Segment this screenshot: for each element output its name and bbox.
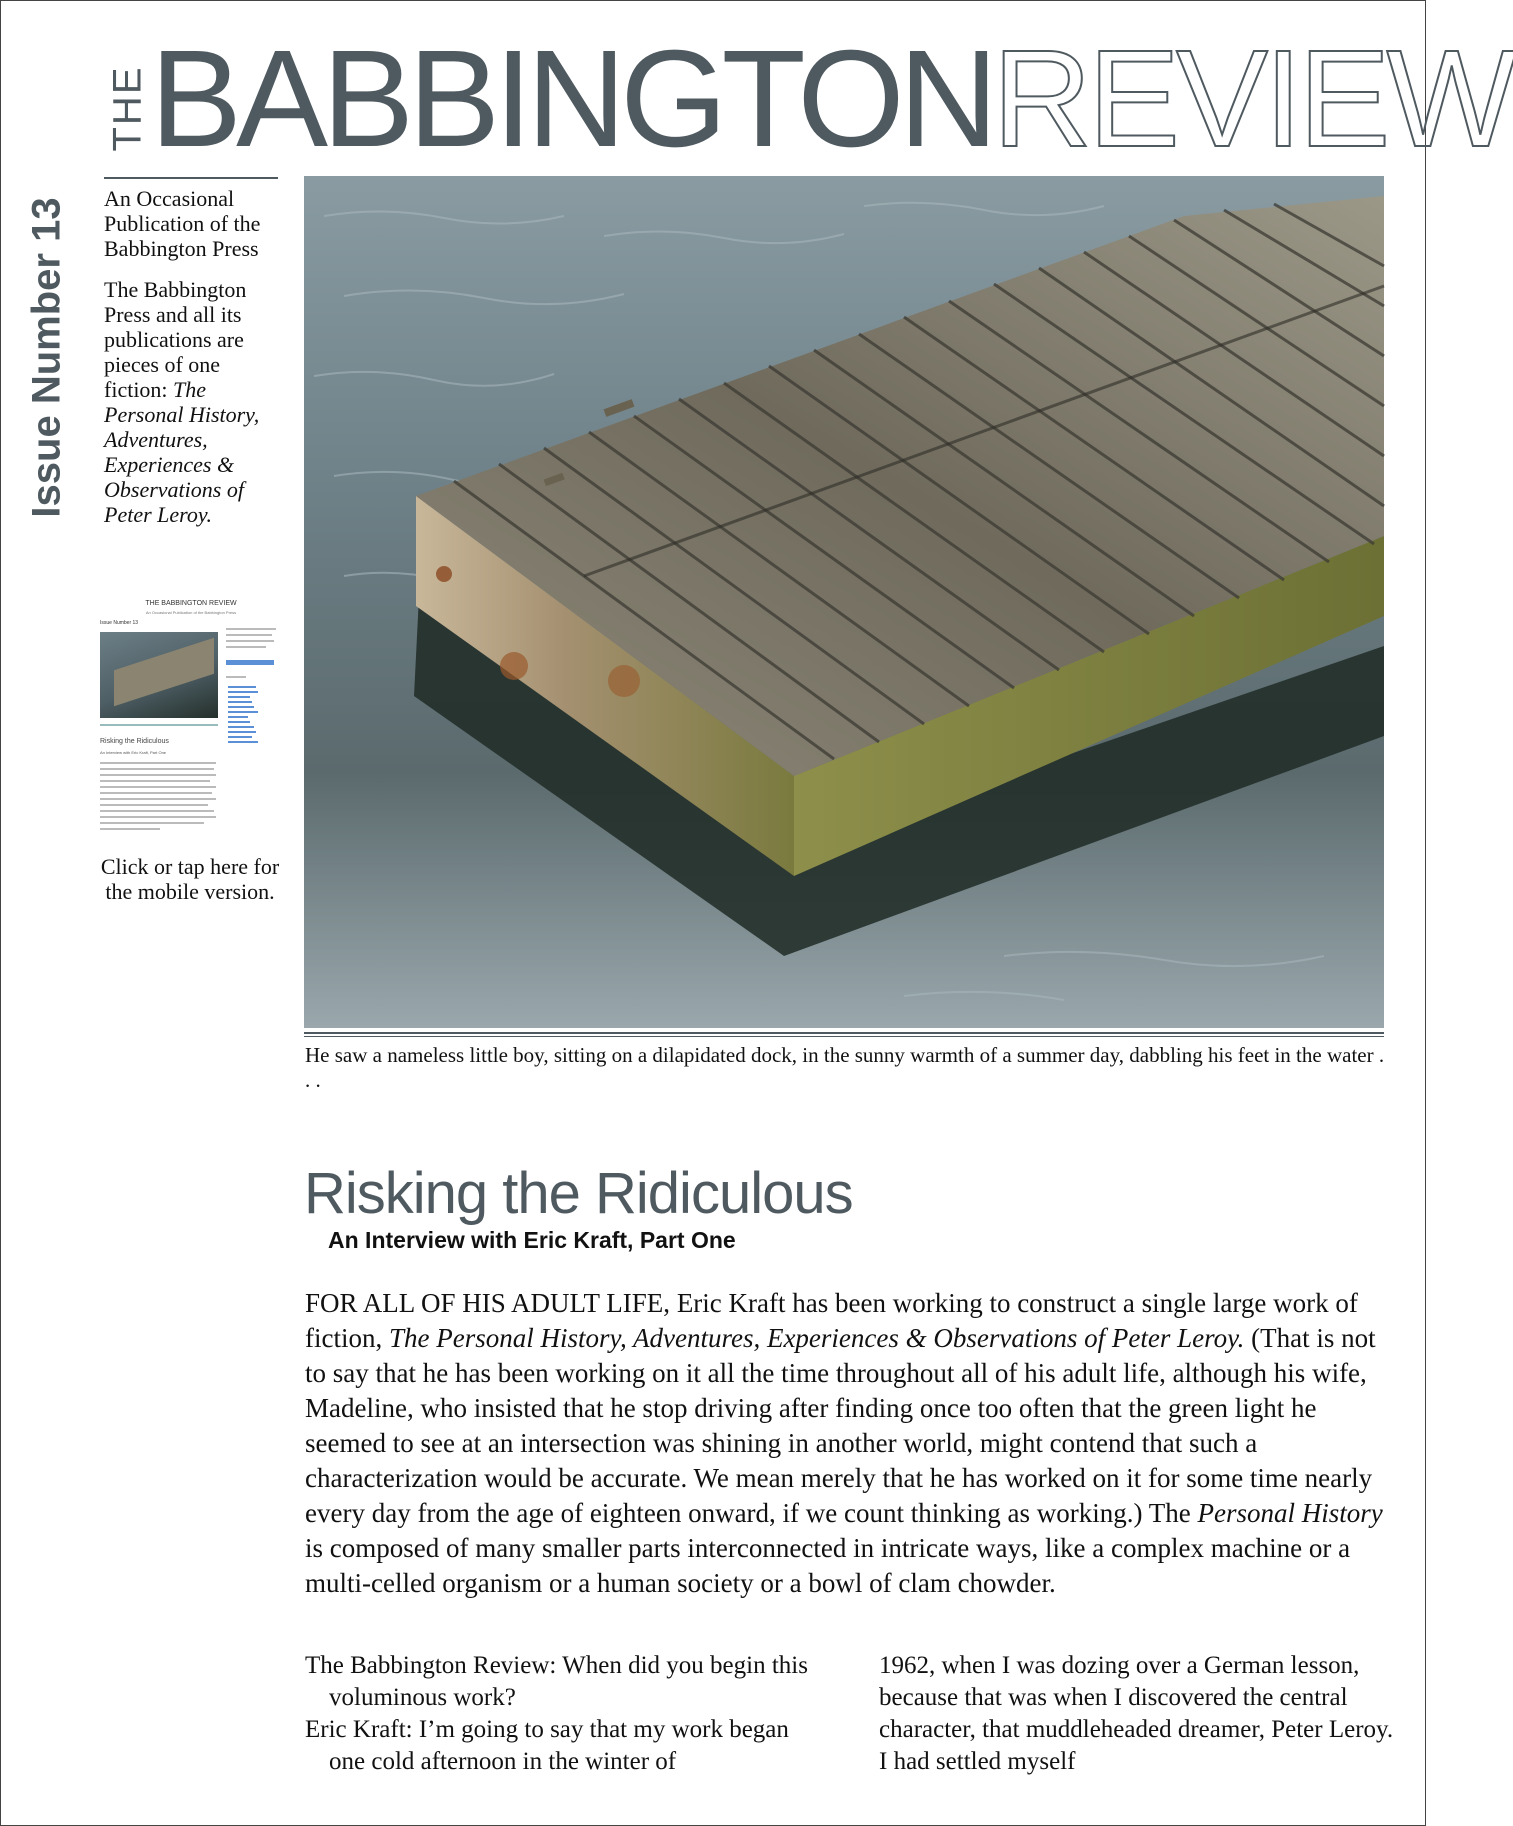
thumbnail-subheading: An Interview with Eric Kraft, Part One [100, 750, 167, 755]
interview-question: The Babbington Review: When did you begin this voluminous work? [305, 1652, 808, 1711]
thumbnail-link [228, 741, 258, 743]
thumbnail-link [228, 731, 256, 733]
hero-image [304, 176, 1384, 1028]
thumbnail-text-line [226, 676, 246, 678]
thumbnail-caption [100, 724, 218, 726]
masthead-logo[interactable] [150, 22, 1513, 176]
thumbnail-text-line [100, 786, 216, 788]
thumbnail-text-line [100, 780, 210, 782]
thumbnail-link [228, 691, 258, 693]
thumbnail-text-line [226, 646, 266, 648]
mobile-version-thumbnail[interactable] [100, 598, 282, 838]
thumbnail-text-line [100, 762, 216, 764]
hero-caption: He saw a nameless little boy, sitting on a dilapidated dock, in the sunny warmth of a summer day, dabbling his feet in the water . . . [305, 1043, 1385, 1092]
thumbnail-text-line [100, 804, 208, 806]
thumbnail-text-line [100, 816, 216, 818]
dock-photo-illustration [304, 176, 1384, 1028]
thumbnail-text-line [100, 792, 212, 794]
thumbnail-link [228, 726, 254, 728]
mobile-version-link[interactable]: Click or tap here for the mobile version. [100, 854, 280, 904]
thumbnail-link [228, 736, 252, 738]
hero-rule-thin [304, 1036, 1384, 1037]
thumbnail-link [228, 721, 250, 723]
issue-number [22, 172, 72, 542]
thumbnail-text-line [100, 810, 214, 812]
thumbnail-subtitle: An Occasional Publication of the Babbington Press [145, 610, 237, 615]
thumbnail-link [228, 711, 258, 713]
article-subtitle: An Interview with Eric Kraft, Part One [328, 1227, 736, 1253]
thumbnail-text-line [100, 768, 214, 770]
interview-answer-continued: 1962, when I was dozing over a German lesson, because that was when I discovered the central character, that muddleheaded dreamer, Peter Leroy. I had settled myself [879, 1652, 1394, 1775]
thumbnail-text-line [226, 634, 272, 636]
sidebar-text [104, 186, 284, 543]
interview-answer: Eric Kraft: I’m going to say that my work began one cold afternoon in the winter of [305, 1716, 789, 1775]
masthead-name-thin: REVIEW [992, 22, 1513, 176]
thumbnail-link [228, 706, 254, 708]
thumbnail-link [228, 696, 250, 698]
article-title: Risking the Ridiculous [304, 1161, 853, 1226]
masthead-name-bold: BABBINGTON [150, 22, 993, 176]
thumbnail-link [228, 701, 252, 703]
interview-column-1 [305, 1650, 825, 1778]
hero-rule [304, 1032, 1384, 1034]
thumbnail-heading: Risking the Ridiculous [100, 738, 169, 745]
sidebar-tagline: An Occasional Publication of the Babbington Press [104, 186, 261, 261]
lede-caps: FOR ALL OF HIS ADULT LIFE, [305, 1288, 671, 1318]
thumbnail-link [228, 686, 256, 688]
masthead-the [105, 58, 150, 158]
sidebar-rule [104, 177, 278, 179]
article-lede: FOR ALL OF HIS ADULT LIFE, Eric Kraft has been working to construct a single large work of fiction, The Personal History, Adventures, Experiences & Observations of Peter Leroy. (That is not to say that he has been working on it all the time throughout all of his adult life, although his wife, Madeline, who insisted that he stop driving after finding once too often that the green light he seemed to see at an intersection was shining in another world, might contend that such a characterization would be accurate. We mean merely that he has worked on it for some time nearly every day from the age of eighteen onward, if we count thinking as working.) The Personal History is composed of many smaller parts interconnected in intricate ways, like a complex machine or a multi-celled organism or a human society or a bowl of clam chowder. [305, 1288, 1383, 1598]
masthead-the-text: THE [105, 65, 150, 151]
thumbnail-title: THE BABBINGTON REVIEW [145, 600, 237, 607]
issue-number-text: Issue Number 13 [24, 196, 69, 518]
thumbnail-button [226, 660, 274, 665]
interview-column-2 [879, 1650, 1399, 1778]
thumbnail-text-line [100, 798, 216, 800]
thumbnail-image [100, 632, 218, 718]
thumbnail-text-line [100, 828, 160, 830]
thumbnail-link [228, 716, 248, 718]
thumbnail-text-line [226, 640, 274, 642]
sidebar-intro: The Babbington Press and all its publications are pieces of one fiction: The Personal History, Adventures, Experiences & Observations of Peter Leroy. [104, 277, 260, 527]
thumbnail-text-line [100, 774, 216, 776]
thumbnail-text-line [226, 628, 276, 630]
thumbnail-issue: Issue Number 13 [100, 620, 139, 626]
thumbnail-text-line [100, 822, 204, 824]
